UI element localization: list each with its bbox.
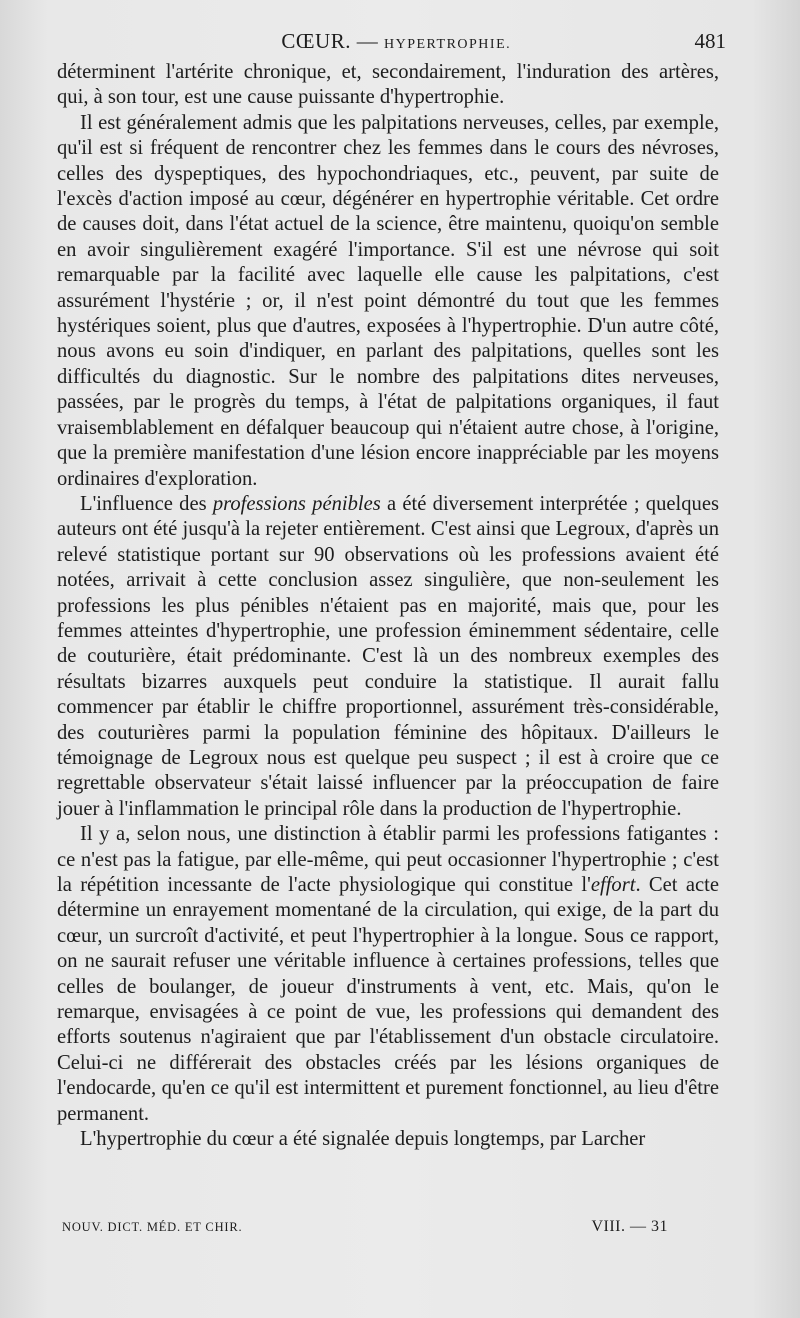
page-number: 481 <box>694 28 726 53</box>
page-footer <box>62 1216 668 1238</box>
paragraph <box>57 111 719 492</box>
running-title-main: CŒUR. <box>281 28 351 53</box>
footer-signature: VIII. — 31 <box>591 1218 668 1235</box>
text-run: Il y a, selon nous, une distinction à établir parmi les professions fatigantes : ce n'est pas la fatigue, par elle-même, qui peut occasionner l'hypertrophie ; c'est la répétition incessante de l'acte physiologique qui constitue l' <box>57 823 719 896</box>
running-title <box>281 29 511 54</box>
running-title-sub: HYPERTROPHIE. <box>383 36 512 52</box>
paragraph <box>57 492 719 822</box>
text-run: . Cet acte détermine un enrayement momentané de la circulation, qui exige, de la part du cœur, un surcroît d'activité, et peut l'hypertrophier à la longue. Sous ce rapport, on ne saurait refuser une véritable influence à certaines professions, telles que celles de boulanger, de joueur d'instruments à vent, etc. Mais, qu'on le remarque, envisagées à ce point de vue, les professions qui demandent des efforts soutenus n'agiraient que par l'établissement d'un obstacle circulatoire. Celui-ci ne différerait des obstacles créés par les lésions organiques de l'endocarde, qu'en ce qu'il est intermittent et purement fonctionnel, au lieu d'être permanent. <box>57 874 719 1125</box>
paragraph <box>57 1127 719 1152</box>
footer-publication: NOUV. DICT. MÉD. ET CHIR. <box>62 1219 243 1234</box>
paragraph <box>57 822 719 1127</box>
text-run: a été diversement interprétée ; quelques auteurs ont été jusqu'à la rejeter entièrement. C'est ainsi que Legroux, d'après un relevé statistique portant sur 90 observations où les professions avaient été notées, arrivait à cette conclusion assez singulière, que non-seulement les professions les plus pénibles n'étaient pas en majorité, mais que, pour les femmes atteintes d'hypertrophie, une profession éminemment sédentaire, celle de couturière, était prédominante. C'est là un des nombreux exemples des résultats bizarres auxquels peut conduire la statistique. Il aurait fallu commencer par établir le chiffre proportionnel, assurément très-considérable, des couturières parmi la population féminine des hôpitaux. D'ailleurs le témoignage de Legroux nous est quelque peu suspect ; il est à croire que ce regrettable observateur s'était laissé influencer par la préoccupation de faire jouer à l'inflammation le principal rôle dans la production de l'hypertrophie. <box>57 492 719 820</box>
running-title-separator: — <box>350 28 384 53</box>
italic-phrase: effort <box>590 874 636 896</box>
paragraph <box>57 60 719 111</box>
body-text <box>57 60 719 1152</box>
running-header <box>58 28 726 54</box>
text-run: L'hypertrophie du cœur a été signalée depuis longtemps, par Larcher <box>80 1128 646 1151</box>
text-run: Il est généralement admis que les palpitations nerveuses, celles, par exemple, qu'il est si fréquent de rencontrer chez les femmes dans le cours des névroses, celles des dyspeptiques, des hypochondriaques, etc., peuvent, par suite de l'excès d'action imposé au cœur, dégénérer en hypertrophie véritable. Cet ordre de causes doit, dans l'état actuel de la science, être maintenu, quoiqu'on semble en avoir singulièrement exagéré l'importance. S'il est une névrose qui soit remarquable par la facilité avec laquelle elle cause les palpitations, c'est assurément l'hystérie ; or, il n'est point démontré du tout que les femmes hystériques soient, plus que d'autres, exposées à l'hypertrophie. D'un autre côté, nous avons eu soin d'indiquer, en parlant des palpitations, quelles sont les difficultés du diagnostic. Sur le nombre des palpitations dites nerveuses, passées, par le progrès du temps, à l'état de palpitations organiques, il faut vraisemblablement en défalquer beaucoup qui n'étaient autre chose, à l'origine, que la première manifestation d'une lésion encore inappréciable par les moyens ordinaires d'exploration. <box>57 111 719 490</box>
italic-phrase: professions pénibles <box>212 492 381 515</box>
text-run: L'influence des <box>80 492 213 515</box>
text-run: déterminent l'artérite chronique, et, secondairement, l'induration des artères, qui, à son tour, est une cause puissante d'hypertrophie. <box>57 61 719 109</box>
